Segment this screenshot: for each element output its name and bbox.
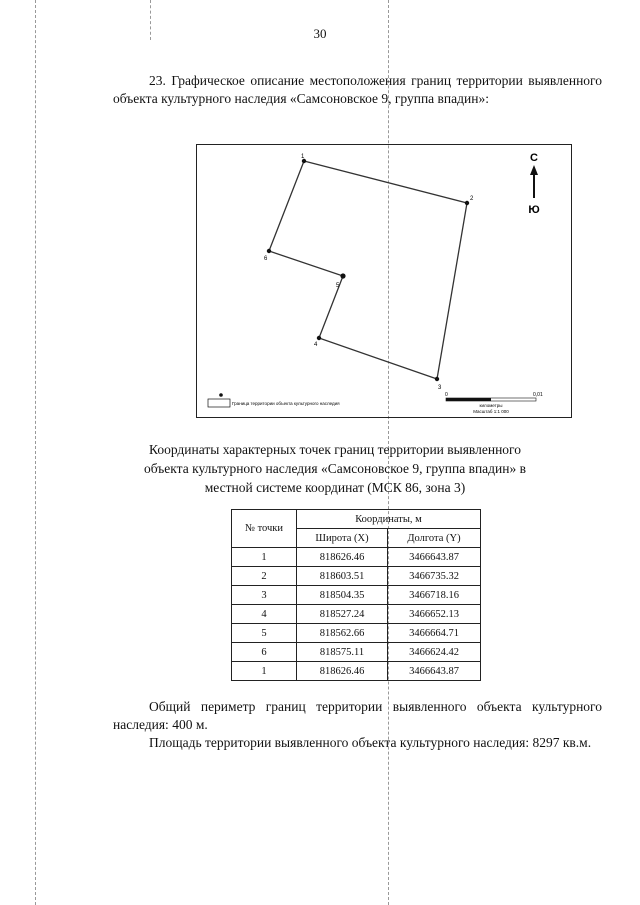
scan-line-left xyxy=(35,0,36,905)
svg-text:километры: километры xyxy=(479,403,503,408)
vertex-marker xyxy=(317,336,321,340)
section-text: Графическое описание местоположения границ территории выявленного объекта культурного наследия «Самсоновское 9, группа впадин»: xyxy=(113,73,602,106)
boundary-map xyxy=(196,144,572,418)
table-row: 6 818575.11 3466624.42 xyxy=(232,643,481,662)
point-label: 6 xyxy=(264,256,268,262)
area-text: Площадь территории выявленного объекта культурного наследия: 8297 кв.м. xyxy=(149,735,592,750)
coordinates-title: Координаты характерных точек границ территории выявленного объекта культурного наследия «Самсоновское 9, группа впадин» в местной системе координат (МСК 86, зона 3) xyxy=(144,442,526,495)
point-label: 2 xyxy=(470,196,474,202)
page-number: 30 xyxy=(313,26,327,41)
table-row: 2 818603.51 3466735.32 xyxy=(232,567,481,586)
point-label: 3 xyxy=(438,385,442,391)
col-header-x: Широта (X) xyxy=(297,529,388,548)
svg-text:Граница территории объекта кул: Граница территории объекта культурного наследия xyxy=(232,401,340,406)
point-label: 4 xyxy=(314,342,318,348)
table-row: 3 818504.35 3466718.16 xyxy=(232,586,481,605)
table-row: 1 818626.46 3466643.87 xyxy=(232,662,481,681)
section-number: 23. xyxy=(149,73,166,88)
north-arrow-icon xyxy=(528,152,539,216)
scale-bar xyxy=(445,392,543,414)
perimeter-text: Общий периметр границ территории выявленного объекта культурного наследия: 400 м. xyxy=(113,699,602,732)
svg-text:0: 0 xyxy=(445,392,448,398)
point-label: 1 xyxy=(301,154,305,160)
vertex-marker xyxy=(435,377,439,381)
svg-text:Масштаб 1:1 000: Масштаб 1:1 000 xyxy=(473,409,509,414)
col-header-y: Долгота (Y) xyxy=(388,529,481,548)
coordinates-table xyxy=(231,509,481,681)
point-label: 5 xyxy=(336,283,340,289)
vertex-marker xyxy=(267,249,271,253)
section-heading xyxy=(113,72,602,108)
map-legend xyxy=(208,393,340,407)
table-row: 1 818626.46 3466643.87 xyxy=(232,548,481,567)
vertex-marker xyxy=(340,273,345,278)
boundary-polygon xyxy=(269,161,467,379)
table-row: 5 818562.66 3466664.71 xyxy=(232,624,481,643)
svg-text:0,01: 0,01 xyxy=(533,392,543,398)
col-header-coords: Координаты, м xyxy=(297,510,481,529)
col-header-point: № точки xyxy=(232,510,297,548)
vertex-marker xyxy=(465,201,469,205)
svg-text:Ю: Ю xyxy=(528,204,540,216)
svg-text:С: С xyxy=(530,152,538,164)
map-svg xyxy=(197,145,573,419)
table-row: 4 818527.24 3466652.13 xyxy=(232,605,481,624)
